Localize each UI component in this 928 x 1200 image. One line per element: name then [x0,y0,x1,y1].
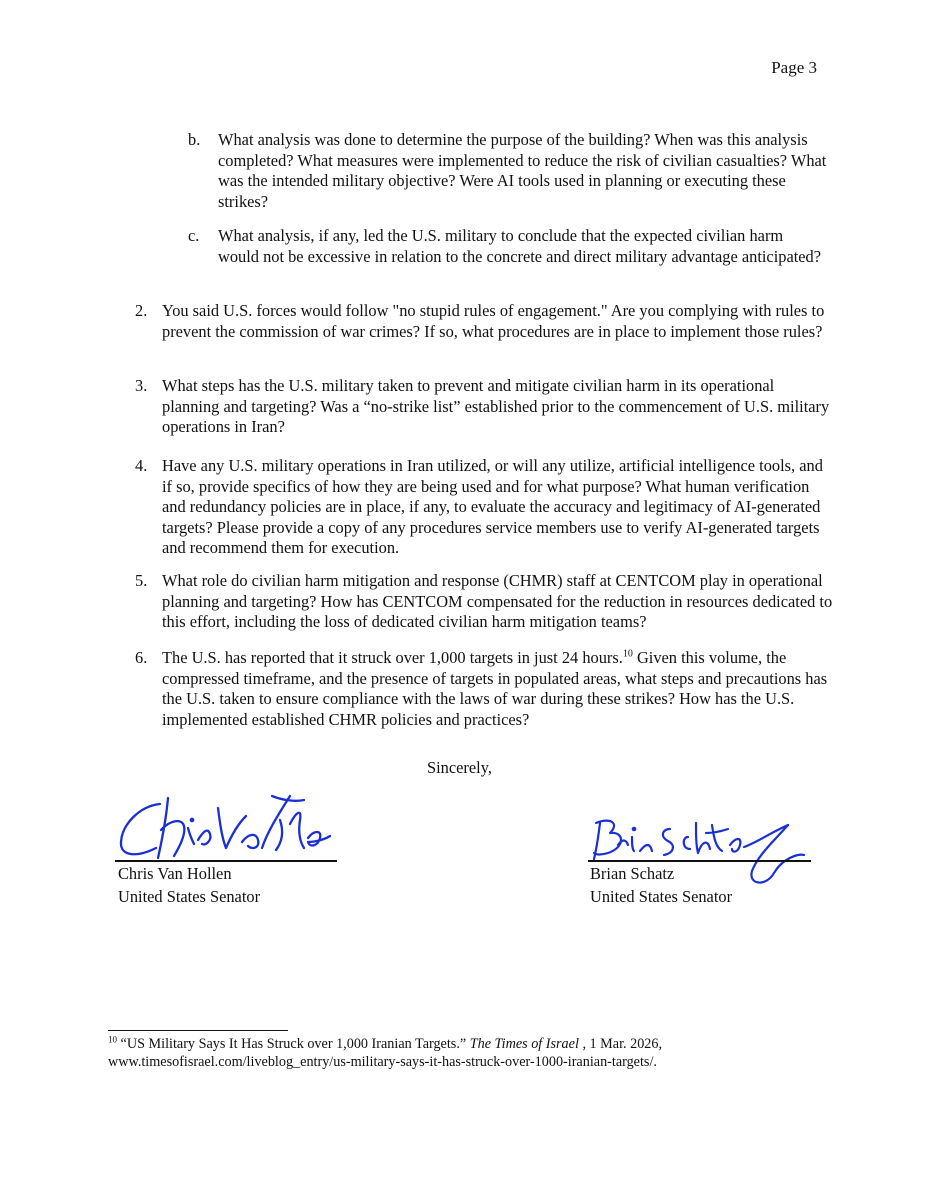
question-6 [135,648,835,730]
list-marker: c. [188,226,200,245]
question-text: What analysis, if any, led the U.S. military to conclude that the expected civilian harm would not be excessive in relation to the concrete and direct military advantage anticipated? [218,226,822,266]
list-marker: 6. [135,648,148,667]
question-text: What steps has the U.S. military taken to prevent and mitigate civilian harm in its operational planning and targeting? Was a “no-strike list” established prior to the commencement of U.S. military operations in Iran? [162,376,830,436]
question-text [162,648,835,730]
question-text: You said U.S. forces would follow "no stupid rules of engagement." Are you complying with rules to prevent the commission of war crimes? If so, what procedures are in place to implement those rules? [162,301,825,341]
signature-van-hollen-image [112,790,342,865]
signatory-title: United States Senator [590,887,733,906]
question-text-part: Given this volume, the compressed timeframe, and the presence of targets in populated areas, what steps and precautions has the U.S. taken to ensure compliance with the laws of war during these strikes? How has the U.S. implemented established CHMR policies and practices? [162,648,828,729]
list-marker: 5. [135,571,148,590]
question-4 [135,456,835,559]
question-2 [135,301,835,342]
question-5 [135,571,835,633]
footnote-number: 10 [108,1034,117,1045]
list-marker: 3. [135,376,148,395]
signatory-name: Brian Schatz [590,864,675,883]
footnote-reference: 10 [622,648,633,660]
question-text-part: The U.S. has reported that it struck over 1,000 targets in just 24 hours. [162,648,623,667]
question-text: Have any U.S. military operations in Iran utilized, or will any utilize, artificial intelligence tools, and if so, provide specifics of how they are being used and for what purpose? What human verification and redundancy policies are in place, if any, to evaluate the accuracy and legitimacy of AI-generated targets? Please provide a copy of any procedures service members use to verify AI-generated targets and recommend them for execution. [162,456,823,557]
question-3 [135,376,835,438]
question-text: What role do civilian harm mitigation and response (CHMR) staff at CENTCOM play in operational planning and targeting? How has CENTCOM compensated for the reduction in resources dedicated to this effort, including the loss of dedicated civilian harm mitigation teams? [162,571,833,631]
footnote-publication: The Times of Israel [469,1036,579,1052]
footnote-text: “US Military Says It Has Struck over 1,000 Iranian Targets.” [120,1036,470,1052]
page-number: Page 3 [771,58,817,77]
question-text: What analysis was done to determine the purpose of the building? When was this analysis completed? What measures were implemented to reduce the risk of civilian casualties? What was the intended military objective? Were AI tools used in planning or executing these strikes? [218,130,827,211]
footnote [108,1035,828,1071]
footnote-text: , 1 Mar. 2026, www.timesofisrael.com/liveblog_entry/us-military-says-it-has-struck-over-1000-iranian-targets/. [108,1036,663,1070]
question-1b [188,130,828,212]
signature-line [588,860,811,862]
signatory-title: United States Senator [118,887,261,906]
question-1c [188,226,828,267]
footnote-divider [108,1030,288,1031]
signature-line [115,860,337,862]
signatory-name: Chris Van Hollen [118,864,232,883]
list-marker: 4. [135,456,148,475]
list-marker: b. [188,130,201,149]
list-marker: 2. [135,301,148,320]
closing: Sincerely, [427,758,492,777]
